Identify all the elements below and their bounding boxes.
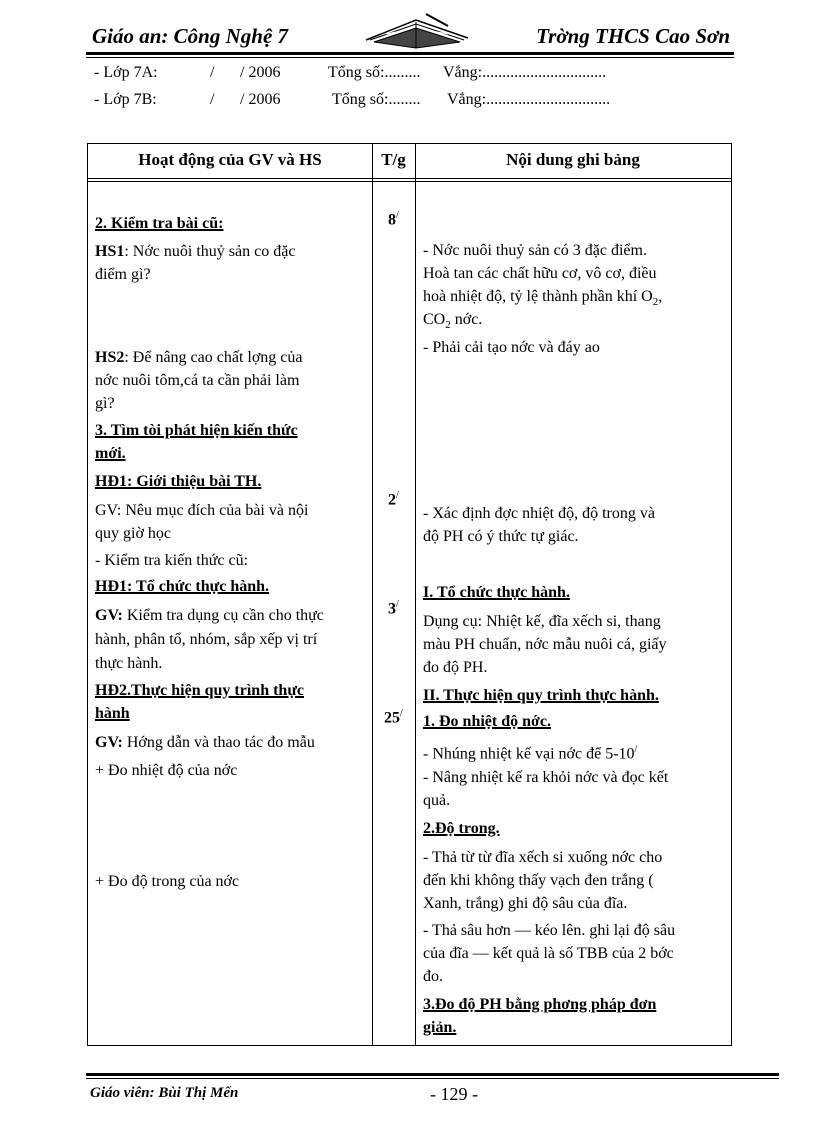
objective-text-cont: độ PH có ý thức tự giác. xyxy=(423,528,579,545)
gv-guide: GV: Hớng dẫn và thao tác đo mẫu xyxy=(95,734,315,751)
col-header-time: T/g xyxy=(381,150,406,169)
organize-heading: I. Tổ chức thực hành. xyxy=(423,584,570,601)
procedure-heading: II. Thực hiện quy trình thực hành. xyxy=(423,687,659,704)
answer-1-cont: Hoà tan các chất hữu cơ, vô cơ, điều xyxy=(423,265,657,282)
section-discovery-heading-cont: mới. xyxy=(95,445,126,462)
page-header xyxy=(86,18,734,52)
answer-1-end: $CO_2$ nớc. xyxy=(423,311,483,332)
clarity-step-2: - Thả sâu hơn — kéo lên. ghi lại độ sâu xyxy=(423,922,676,939)
temperature-heading: 1. Đo nhiệt độ nớc. xyxy=(423,713,551,730)
footer-rule-thick xyxy=(86,1073,779,1076)
gv-check-tools: GV: Kiểm tra dụng cụ cần cho thực xyxy=(95,607,324,624)
gv-check-tools-cont: hành, phân tổ, nhóm, sắp xếp vị trí xyxy=(95,631,318,648)
time-procedure: 25/ xyxy=(384,708,403,727)
footer-teacher: Giáo viên: Bùi Thị Mến xyxy=(90,1085,239,1101)
activity-2-heading: HĐ2.Thực hiện quy trình thực xyxy=(95,682,305,699)
answer-1: - Nớc nuôi thuỷ sản có 3 đặc điểm. xyxy=(423,242,647,259)
clarity-step-1-end: Xanh, trắng) ghi độ sâu của đĩa. xyxy=(423,895,628,912)
header-school: Trờng THCS Cao Sơn xyxy=(536,24,730,48)
tools-list-end: đo độ PH. xyxy=(423,659,488,676)
lesson-table xyxy=(87,143,732,1046)
section-review-heading: 2. Kiểm tra bài cũ: xyxy=(95,215,224,232)
hs1-question: HS1: Nớc nuôi thuỷ sản co đặc xyxy=(95,243,296,260)
hs2-question: HS2: Để nâng cao chất lợng của xyxy=(95,349,303,366)
check-knowledge: - Kiểm tra kiến thức cũ: xyxy=(95,552,249,569)
time-organize: 3/ xyxy=(388,599,399,618)
hs2-question-end: gì? xyxy=(95,395,115,412)
section-discovery-heading: 3. Tìm tòi phát hiện kiến thức xyxy=(95,422,298,439)
hs1-question-cont: điểm gì? xyxy=(95,266,151,283)
class-row-7a: - Lớp 7A: / / 2006 Tổng số:......... Vắng:............................... xyxy=(94,64,607,81)
time-intro: 2/ xyxy=(388,490,399,509)
answer-2: - Phải cải tạo nớc và đáy ao xyxy=(423,339,600,356)
ph-heading-cont: giản. xyxy=(423,1019,457,1036)
header-divider-double xyxy=(88,181,731,182)
clarity-step-2-cont: của đĩa — kết quả là số TBB của 2 bớc xyxy=(423,945,674,962)
header-divider xyxy=(88,178,731,179)
gv-objective: GV: Nêu mục đích của bài và nội xyxy=(95,502,309,519)
gv-check-tools-end: thực hành. xyxy=(95,655,163,672)
book-logo-icon xyxy=(356,10,476,52)
clarity-step-2-end: đo. xyxy=(423,968,443,985)
header-rule-thin xyxy=(86,57,734,58)
hs2-question-cont: nớc nuôi tôm,cá ta cần phải làm xyxy=(95,372,300,389)
measure-temperature: + Đo nhiệt độ của nớc xyxy=(95,762,238,779)
header-rule-thick xyxy=(86,52,734,55)
page-number: - 129 - xyxy=(430,1084,478,1104)
time-review: 8/ xyxy=(388,210,399,229)
col-header-content: Nội dung ghi bảng xyxy=(506,150,640,169)
temperature-step-2-cont: quả. xyxy=(423,792,451,809)
activity-organize-heading: HĐ1: Tổ chức thực hành. xyxy=(95,578,270,595)
col-header-activity: Hoạt động của GV và HS xyxy=(138,150,322,169)
activity-1-heading: HĐ1: Giới thiệu bài TH. xyxy=(95,473,262,490)
class-row-7b: - Lớp 7B: / / 2006 Tổng số:........ Vắng:............................... xyxy=(94,91,611,108)
header-subject: Giáo an: Công Nghệ 7 xyxy=(92,24,289,48)
clarity-step-1: - Thả từ từ đĩa xếch si xuống nớc cho xyxy=(423,849,663,866)
col-divider-1 xyxy=(372,144,373,1045)
col-divider-2 xyxy=(415,144,416,1045)
tools-list-cont: màu PH chuẩn, nớc mẫu nuôi cá, giấy xyxy=(423,636,667,653)
ph-heading: 3.Đo độ PH bằng phơng pháp đơn xyxy=(423,996,657,1013)
measure-clarity: + Đo độ trong của nớc xyxy=(95,873,240,890)
objective-text: - Xác định đợc nhiệt độ, độ trong và xyxy=(423,505,655,522)
clarity-step-1-cont: đến khi không thấy vạch đen trắng ( xyxy=(423,872,654,889)
activity-2-heading-cont: hành xyxy=(95,705,130,722)
temperature-step-1: - Nhúng nhiệt kế vại nớc để 5-10/ xyxy=(423,744,638,763)
footer-rule-thin xyxy=(86,1078,779,1079)
temperature-step-2: - Nâng nhiệt kế ra khỏi nớc và đọc kết xyxy=(423,769,669,786)
clarity-heading: 2.Độ trong. xyxy=(423,820,500,837)
tools-list: Dụng cụ: Nhiệt kế, đĩa xếch si, thang xyxy=(423,613,661,630)
answer-1-cont2: hoà nhiệt độ, tỷ lệ thành phần khí $O_2$, xyxy=(423,288,663,309)
gv-objective-cont: quy giờ học xyxy=(95,525,172,542)
